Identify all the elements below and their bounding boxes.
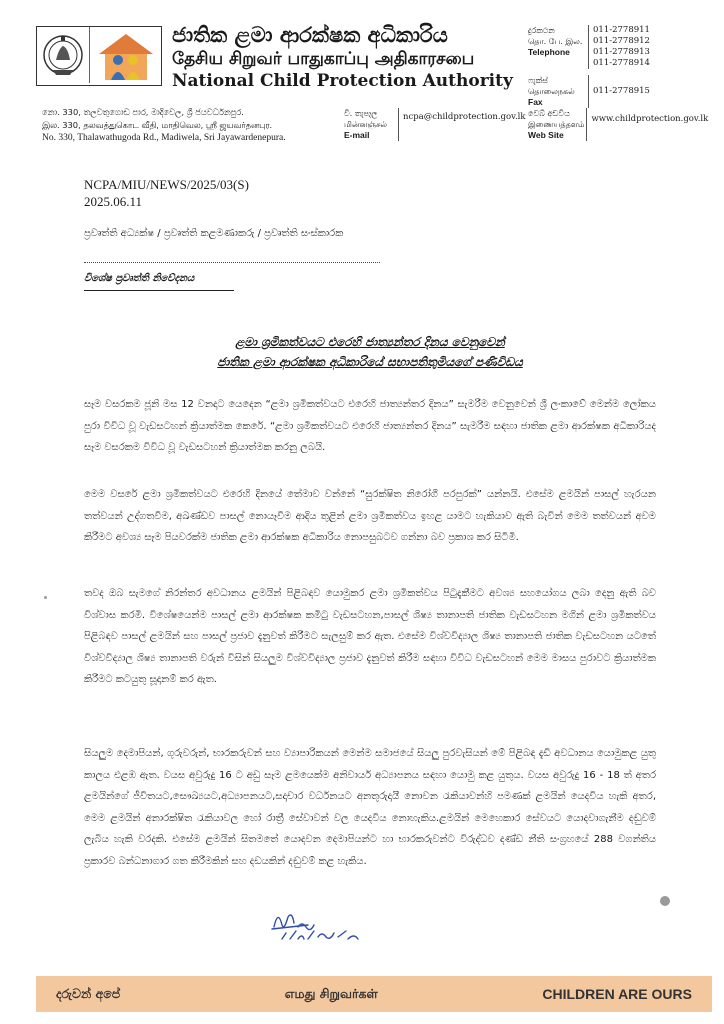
heading-line-2: ජාතික ළමා ආරක්ෂක අධිකාරියේ සභාපතිතුමියගේ පණිවිඩය [217,355,523,369]
contact-details [528,25,708,108]
address-tamil: இல. 330, தலவத்துகொட வீதி, மாதிவெல, ஸ்ரீ ஜயவர்தனபுர. [42,120,273,130]
scan-speck [44,596,47,599]
sri-lanka-emblem-icon [37,27,90,83]
footer-slogan-english: CHILDREN ARE OURS [542,986,692,1002]
subject-underline [84,290,234,291]
email-label: වි. තැපෑල மின்னஞ்சல் E-mail [344,108,399,141]
telephone-block [528,25,708,69]
address [42,106,352,145]
paragraph-4: සියලුම දෙමාපියන්, ගුරුවරුන්, භාරකරුවන් සහ ව්‍යාපාරිකයන් මෙන්ම සමාජයේ සියලු පුරවැසියන් මේ පිළිබඳ දැඩි අවධානය යොමුකළ යුතු කාලය එළඹ ඇත. වයස අවුරුදු 16 ට අඩු සෑම ළමයෙක්ම අනිවාර්ය අධ්‍යාපනය සඳහා යොමු කළ යුතුය. වයස අවුරුදු 16 - 18 ත් අතර ළමයින්ගේ ජීවිතයට,සෞඛ්‍යයට,අධ්‍යාපනයට,සදාචාර වර්ධනයට අනතුරුදායී නොවන රැකියාවන්හි පමණක් ළමයින් යෙදවිය හැකි අතර, මෙම ළමයින් අනාරක්ෂිත රැකියාවල හෝ රාත්‍රී සේවාවන් වල යෙදවිය නොහැකිය.ළමයින් මෙහෙකාර සේවයට යොදවාගැනීම දඬුවම් ලැබිය හැකි වරදකි. එසේම ළමයින් සිතමතේ යොදවන දෙමාපියන්ට හා භාරකරුවන්ට විරුද්ධව දණ්ඩ නීති සංග්‍රහයේ 288 වගන්තිය ප්‍රකාරව බන්ධනාගාර ගත කිරීමකින් සහ දඩයකින් දඬුවම් කළ හැකිය. [84,748,656,867]
handwritten-signature [268,905,378,945]
paragraph-2: මෙම වසරේ ළමා ශ්‍රමිකත්වයට එරෙහි දිනයේ තේමාව වන්නේ “සුරක්ෂිත නිරෝගී පරපුරක්” යන්නයි. එසේම ළමයින් පාසල් හැරයන තත්වයන් උද්ගතවීම, අඛණ්ඩව පාසල් නොයෑවීම ආදිය තුළින් ළමා ශ්‍රමිකත්වය ඉහළ යාමට හැකියාව ඇති බැවින් මෙම තත්වයන් අවම කිරීමට අවශ්‍ය සෑම පියවරක්ම ජාතික ළමා ආරක්ෂක අධිකාරිය නොපසුබටව ගන්නා බව ප්‍රකාශ කර සිටිමි. [84,489,656,543]
footer-slogan-tamil: எமது சிறுவர்கள் [284,985,378,1001]
logo-box [36,26,162,86]
org-name-english: National Child Protection Authority [172,71,513,91]
paragraph-1: සෑම වසරකම ජූනි මස 12 වනදාට යෙදෙන “ළමා ශ්‍රමිකත්වයට එරෙහි ජාත්‍යන්තර දිනය” සැමරීම වෙනුවෙන් ශ්‍රී ලංකාවේ මෙන්ම ලෝකය පුරා විවිධ වූ වැඩසටහන් ක්‍රියාත්මක කෙරේ. “ළමා ශ්‍රමිකත්වයට එරෙහි ජාත්‍යන්තර දිනය” සැමරීම සඳහා ජාතික ළමා ආරක්ෂක අධිකාරියද සෑම වසරකම විවිධ වූ වැඩසටහන් ක්‍රියාත්මක කරනු ලබයි. [84,399,656,453]
scan-speck [660,896,670,906]
email-address: ncpa@childprotection.gov.lk [403,112,526,122]
footer-band [36,976,712,1012]
reference-number: NCPA/MIU/NEWS/2025/03(S) [84,177,249,192]
address-sinhala: නො. 330, තලවතුගොඩ පාර, මාදිවෙල, ශ්‍රී ජයවර්ධනපුර. [42,107,244,117]
fax-label: ෆැක්ස් தொலைநகல் Fax [528,75,589,108]
dotted-divider [84,262,380,263]
telephone-numbers: 011-2778911 011-2778912 011-2778913 011-2778914 [593,25,650,68]
reference-block [84,176,249,210]
subject-line: විශේෂ ප්‍රවෘත්ති නිවේදනය [84,273,195,284]
org-name-tamil: தேசிய சிறுவர் பாதுகாப்பு அதிகாரசபை [172,49,475,69]
website-url: www.childprotection.gov.lk [591,114,709,124]
fax-number: 011-2778915 [593,86,650,96]
telephone-label: දුරකථන தொ. பே. இல. Telephone [528,25,589,69]
org-name-sinhala: ජාතික ළමා ආරක්ෂක අධිකාරිය [172,23,448,47]
email-block [344,108,534,141]
heading-line-1: ළමා ශ්‍රමිකත්වයට එරෙහි ජාත්‍යන්තර දිනය වෙනුවෙන් [235,335,505,349]
recipient-line: ප්‍රවෘත්ති අධ්‍යක්ෂ / ප්‍රවෘත්ති කළමණාකරු / ප්‍රවෘත්ති සංස්කාරක [84,228,344,239]
ncpa-logo-icon [90,27,161,85]
fax-block [528,75,708,108]
paragraph-3: තවද ඔබ සැමගේ නිරන්තර අවධානය ළමයින් පිළිබඳව යොමුකර ළමා ශ්‍රමිකත්වය පිටුදැකීමට අවශ්‍ය සහයෝගය ලබා දෙනු ඇති බව විශ්වාස කරමි. විශේෂයෙන්ම පාසල් ළමා ආරක්ෂක කමිටු වැඩසටහන,පාසල් ශිෂ්‍ය තානාපති ජාතික වැඩසටහන මගින් ළමා ශ්‍රමිකත්වය පිළිබඳව පාසල් ළමයින් සහ පාසල් ප්‍රජාව දැනුවත් කිරීමට සැලසුම් කර ඇත. එසේම විශ්වවිද්‍යාල ශිෂ්‍ය තානාපති ජාතික වැඩසටහන යටතේ විශ්වවිද්‍යාල ශිෂ්‍ය තානාපති වරුන් විසින් සියලුම විශ්වවිද්‍යාල ප්‍රජාව දැනුවත් කිරීම සඳහා විවිධ වැඩසටහන් මෙම මාසය පුරාවට ක්‍රියාත්මක කිරීමට කටයුතු සූදානම් කර ඇත. [84,588,656,685]
organization-names [172,22,517,92]
address-english: No. 330, Thalawathugoda Rd., Madiwela, Sri Jayawardenepura. [42,133,286,143]
footer-slogan-sinhala: දරුවන් අපේ [56,986,121,1001]
website-block [528,108,708,141]
letter-date: 2025.06.11 [84,194,143,209]
website-label: වෙබ් අඩවිය இணையத்தளம் Web Site [528,108,587,141]
letterhead [36,22,708,152]
